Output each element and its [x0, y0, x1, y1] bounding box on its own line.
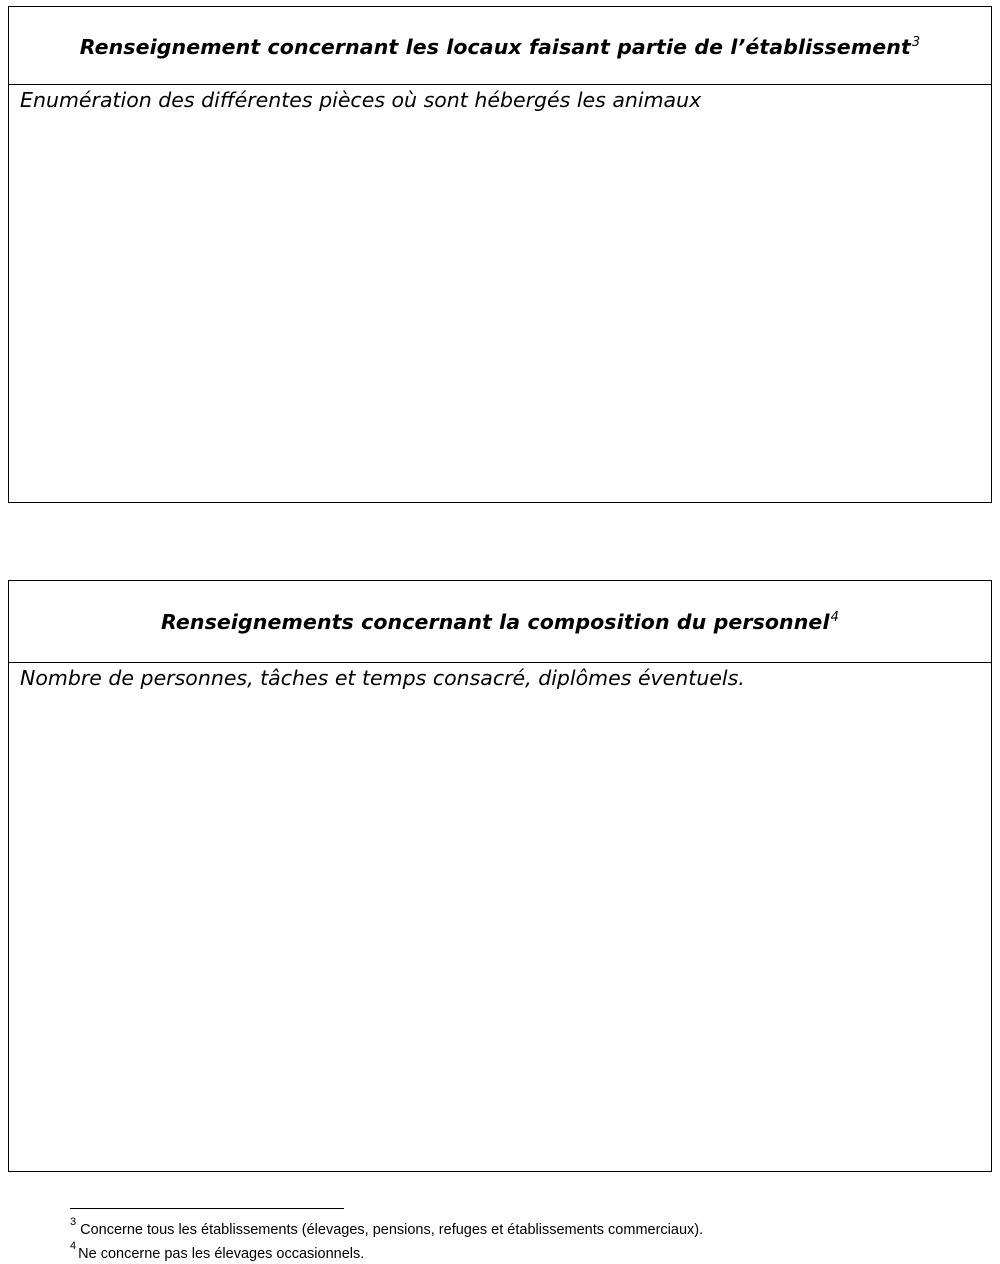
locaux-section: [8, 6, 992, 503]
footnote-3-number: 3: [70, 1216, 77, 1228]
footnotes: [70, 1216, 703, 1264]
personnel-section-prompt: Nombre de personnes, tâches et temps consacré, diplômes éventuels.: [20, 666, 745, 690]
footnote-ref-3[interactable]: 3: [911, 35, 921, 50]
footnote-ref-4[interactable]: 4: [830, 610, 839, 625]
footnote-4: [70, 1240, 703, 1264]
footnote-3-text: Concerne tous les établissements (élevages, pensions, refuges et établissements commerciaux).: [80, 1221, 704, 1238]
personnel-section: [8, 580, 992, 1172]
locaux-section-title: Renseignement concernant les locaux faisant partie de l’établissement: [79, 34, 911, 59]
footnote-4-number: 4: [70, 1239, 77, 1252]
locaux-section-body[interactable]: [9, 85, 991, 115]
personnel-section-title: Renseignements concernant la composition du personnel: [161, 609, 830, 634]
locaux-section-header: [9, 7, 991, 85]
footnote-4-text: Ne concerne pas les élevages occasionnels.: [78, 1245, 365, 1262]
personnel-section-header: [9, 581, 991, 663]
locaux-section-prompt: Enumération des différentes pièces où sont hébergés les animaux: [20, 88, 702, 112]
personnel-section-body[interactable]: [9, 663, 991, 693]
footnote-separator: [70, 1208, 344, 1209]
footnote-3: [70, 1216, 703, 1240]
